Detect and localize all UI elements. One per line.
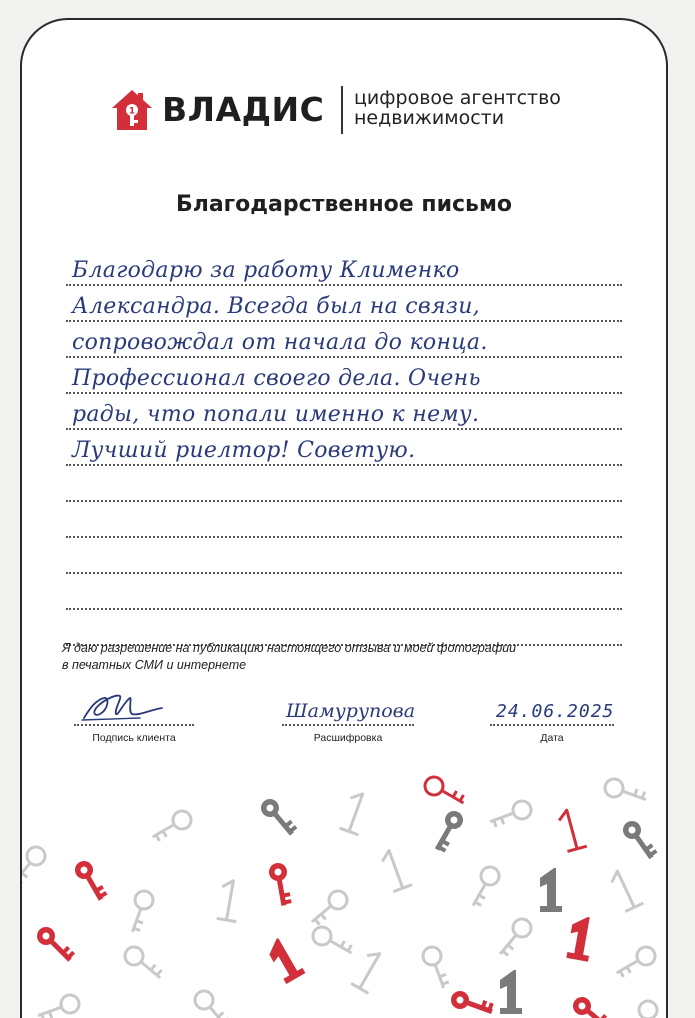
- consent-line-2: в печатных СМИ и интернете: [62, 658, 247, 672]
- date-slot: [490, 686, 614, 726]
- handwritten-text-area: [66, 250, 622, 646]
- keys-pattern-decoration: [22, 760, 668, 1018]
- signature-row: [22, 686, 666, 766]
- tagline-line-1: цифровое агентство: [354, 87, 561, 109]
- publication-consent: [62, 640, 632, 674]
- text-line: [66, 430, 622, 466]
- text-line: [66, 358, 622, 394]
- text-line: [66, 394, 622, 430]
- client-signature-slot: [74, 686, 194, 726]
- brand-name: ВЛАДИС: [162, 90, 325, 129]
- text-line: [66, 574, 622, 610]
- text-line: [66, 466, 622, 502]
- client-signature-field: [74, 686, 194, 744]
- consent-line-1: Я даю разрешение на публикацию настоящего отзыва и моей фотографии: [62, 641, 517, 655]
- brand-tagline: [354, 88, 561, 128]
- letter-title: Благодарственное письмо: [175, 192, 513, 217]
- text-line: [66, 322, 622, 358]
- svg-text:1: 1: [128, 106, 136, 117]
- date-label: Дата: [540, 732, 564, 744]
- handwritten-line-5: рады, что попали именно к нему.: [72, 402, 480, 427]
- text-line: [66, 250, 622, 286]
- house-key-logo-icon: [110, 88, 154, 132]
- handwritten-line-2: Александра. Всегда был на связи,: [72, 294, 480, 319]
- handwritten-line-1: Благодарю за работу Клименко: [72, 258, 460, 283]
- client-signature-label: Подпись клиента: [92, 732, 176, 744]
- handwritten-line-6: Лучший риелтор! Советую.: [72, 438, 416, 463]
- client-signature-icon: [80, 688, 170, 724]
- date-handwritten: 24.06.2025: [496, 701, 615, 722]
- tagline-line-2: недвижимости: [354, 107, 505, 129]
- decoding-slot: [282, 686, 414, 726]
- text-line: [66, 538, 622, 574]
- decoding-field: [282, 686, 414, 744]
- header-divider: [341, 86, 343, 134]
- handwritten-line-3: сопровождал от начала до конца.: [72, 330, 488, 355]
- date-field: [490, 686, 614, 744]
- text-line: [66, 502, 622, 538]
- handwritten-line-4: Профессионал своего дела. Очень: [72, 366, 481, 391]
- decoding-label: Расшифровка: [313, 732, 383, 744]
- decoding-handwritten: Шамурупова: [286, 700, 416, 722]
- letter-sheet: [20, 18, 668, 1018]
- text-line: [66, 286, 622, 322]
- brand-header: [22, 84, 666, 144]
